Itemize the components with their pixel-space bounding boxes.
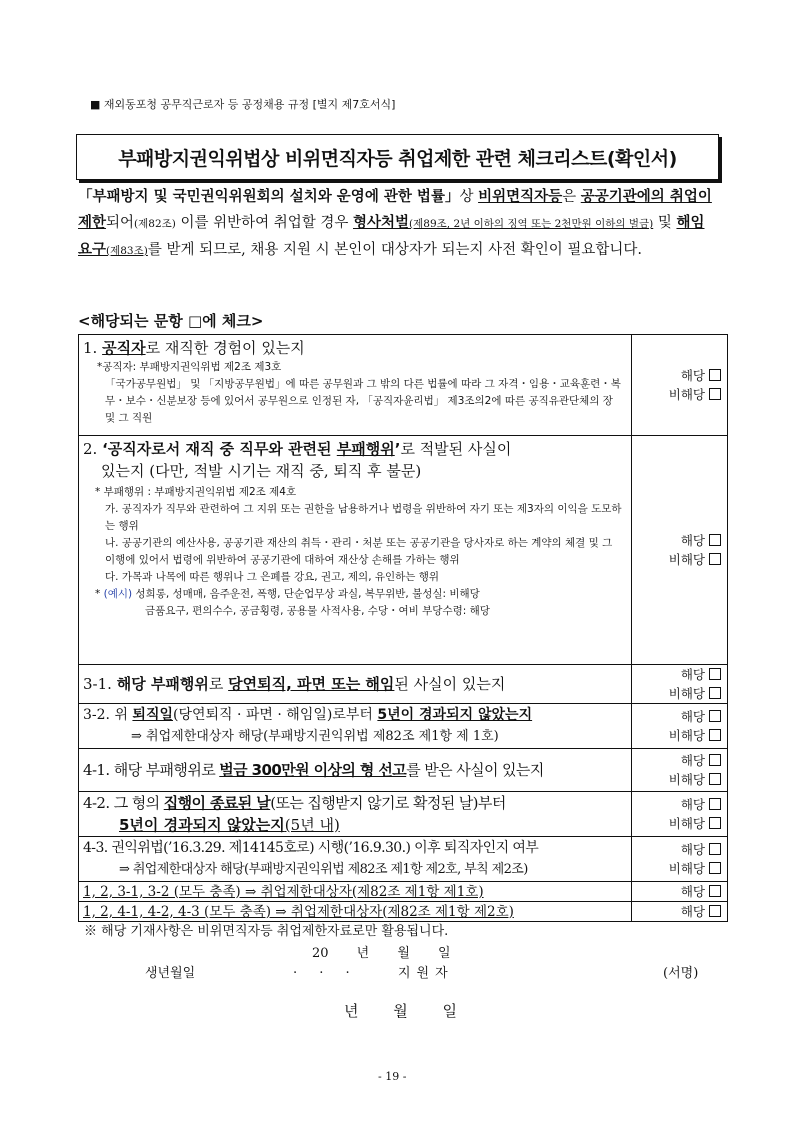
summary-1-options (632, 882, 728, 902)
intro-key-term: 비위면직자등 (478, 189, 563, 205)
intro-article: (제82조) (134, 218, 176, 230)
q2-example-text2: 금품요구, 편의수수, 공금횡령, 공용물 사적사용, 수당・여비 부당수령: 해당 (145, 605, 490, 617)
q31-text-end: 된 사실이 있는지 (394, 675, 506, 693)
q43-line2: ⇒ 취업제한대상자 해당(부패방지권익위법 제82조 제1항 제2호, 부칙 제2조) (119, 862, 528, 877)
birthdate-field[interactable]: . . . (293, 962, 350, 977)
question-2-row (79, 436, 728, 665)
q42-key-years: 5년이 경과되지 않았는지 (119, 816, 285, 834)
intro-dismissal: 해임요구 (78, 215, 705, 258)
q43-options (632, 837, 728, 882)
q2-no-checkbox[interactable] (709, 553, 721, 565)
section-heading: <해당되는 문항 □에 체크> (78, 312, 264, 330)
q42-options (632, 792, 728, 837)
intro-text: 를 받게 되므로, 채용 지원 시 본인이 대상자가 되는지 사전 확인이 필요합니다. (147, 242, 642, 258)
summary-1-yes-checkbox[interactable] (709, 885, 721, 897)
checklist-table (78, 334, 728, 922)
option-yes-label: 해당 (680, 884, 705, 899)
q43-line1: 4-3. 권익위법(’16.3.29. 제14145호로) 시행(’16.9.30.) 이후 퇴직자인지 여부 (83, 840, 539, 856)
q42-years-note: (5년 내) (284, 816, 340, 834)
intro-article: (제83조) (106, 245, 148, 257)
q2-example-text: 성희롱, 성매매, 음주운전, 폭행, 단순업무상 과실, 복무위반, 불성실: 비해당 (132, 588, 480, 600)
q32-no-checkbox[interactable] (709, 729, 721, 741)
q1-no-checkbox[interactable] (709, 388, 721, 400)
q43-yes-checkbox[interactable] (709, 843, 721, 855)
q2-note-a: 가. 공직자가 직무와 관련하여 그 지위 또는 권한을 남용하거나 법령을 위반하여 자기 또는 제3자의 이익을 도모하는 행위 (105, 503, 622, 532)
q2-example-prefix: * (95, 588, 104, 600)
q31-options (632, 665, 728, 704)
q43-no-checkbox[interactable] (709, 862, 721, 874)
q32-options (632, 704, 728, 749)
birthdate-label: 생년월일 (145, 966, 196, 981)
signature-field[interactable]: (서명) (663, 966, 699, 981)
q42-text: (또는 집행받지 않기로 확정된 날)부터 (270, 794, 506, 812)
q31-yes-checkbox[interactable] (709, 668, 721, 680)
date-line: 20 년 월 일 (312, 946, 451, 961)
q2-example-label: (예시) (103, 588, 133, 600)
q32-number: 3-2. 위 (83, 707, 133, 723)
q2-note-b: 나. 공공기관의 예산사용, 공공기관 재산의 취득・관리・처분 또는 공공기관을 당사자로 하는 계약의 체결 및 그 이행에 있어서 법령에 위반하여 공공기관에 대하여 재산상 손해를 가하는 행위 (105, 537, 613, 566)
q2-key: ‘공직자로서 재직 중 직무와 관련된 (102, 440, 337, 458)
applicant-label: 지원자 (398, 966, 454, 981)
q32-yes-checkbox[interactable] (709, 710, 721, 722)
summary-row-1 (79, 882, 728, 902)
q1-note-body: 「국가공무원법」 및 「지방공무원법」에 따른 공무원과 그 밖의 다른 법률에 따라 그 자격・임용・교육훈련・복무・보수・신분보장 등에 있어서 공무원으로 인정된 자, 「공직자윤리법」 제3조의2에 따른 공직유관단체의 장 및 그 직원 (105, 378, 621, 424)
option-no-label: 비해당 (668, 861, 705, 876)
document-title-box (76, 134, 719, 180)
option-no-label: 비해당 (668, 387, 705, 402)
intro-text: 이를 위반하여 취업할 경우 (175, 215, 353, 231)
intro-paragraph (78, 184, 718, 264)
intro-article: (제89조, 2년 이하의 징역 또는 2천만원 이하의 벌금) (409, 218, 654, 230)
intro-restriction: 공공기관에의 취업이 제한 (78, 189, 712, 231)
q41-yes-checkbox[interactable] (709, 754, 721, 766)
intro-text: 은 (562, 189, 581, 205)
q1-yes-checkbox[interactable] (709, 369, 721, 381)
intro-penalty: 형사처벌 (353, 215, 410, 231)
summary-1-text: 1, 2, 3-1, 3-2 (모두 충족) ⇒ 취업제한대상자(제82조 제1항 제1호) (83, 883, 484, 900)
date-line-2: 년 월 일 (344, 1002, 458, 1020)
q1-text: 로 재직한 경험이 있는지 (145, 339, 305, 357)
q42-key-date: 집행이 종료된 날 (163, 794, 271, 812)
q41-no-checkbox[interactable] (709, 773, 721, 785)
document-title: 부패방지권익위법상 비위면직자등 취업제한 관련 체크리스트(확인서) (118, 147, 677, 170)
q2-number: 2. (83, 440, 103, 458)
option-yes-label: 해당 (680, 753, 705, 768)
summary-row-2 (79, 902, 728, 922)
q32-line2: ⇒ 취업제한대상자 해당(부패방지권익위법 제82조 제1항 제 1호) (131, 729, 499, 744)
option-yes-label: 해당 (680, 797, 705, 812)
question-4-1-row (79, 749, 728, 792)
q31-text: 로 (208, 675, 229, 693)
intro-text: 상 (459, 189, 479, 205)
option-yes-label: 해당 (680, 904, 705, 919)
q2-note-c: 다. 가목과 나목에 따른 행위나 그 은폐를 강요, 권고, 제의, 유인하는 행위 (105, 571, 440, 583)
page-number: - 19 - (378, 1070, 407, 1083)
q41-text: 해당 부패행위로 (113, 761, 220, 779)
question-3-2-row (79, 704, 728, 749)
q31-no-checkbox[interactable] (709, 687, 721, 699)
question-4-2-row (79, 792, 728, 837)
q31-number: 3-1. (83, 675, 117, 693)
question-4-3-row (79, 837, 728, 882)
q2-text: 로 적발된 사실이 (400, 440, 512, 458)
q42-no-checkbox[interactable] (709, 817, 721, 829)
option-no-label: 비해당 (668, 686, 705, 701)
summary-2-options (632, 902, 728, 922)
q31-key: 해당 부패행위 (116, 675, 209, 693)
question-3-1-row (79, 665, 728, 704)
q2-key-corruption: 부패행위 (336, 440, 395, 458)
q2-yes-checkbox[interactable] (709, 534, 721, 546)
option-no-label: 비해당 (668, 816, 705, 831)
q31-key-dismissal: 당연퇴직, 파면 또는 해임 (228, 675, 395, 693)
q32-key-date: 퇴직일 (132, 707, 173, 723)
option-yes-label: 해당 (680, 842, 705, 857)
q32-text: (당연퇴직 · 파면 · 해임일)로부터 (173, 707, 378, 723)
q2-options (632, 436, 728, 665)
question-1-row (79, 335, 728, 436)
q2-key-quote: ’ (394, 440, 401, 458)
option-yes-label: 해당 (680, 667, 705, 682)
usage-note: ※ 해당 기재사항은 비위면직자등 취업제한자료로만 활용됩니다. (84, 924, 449, 939)
intro-text: 및 (653, 215, 677, 231)
q41-text-end: 를 받은 사실이 있는지 (406, 761, 544, 779)
option-no-label: 비해당 (668, 552, 705, 567)
option-yes-label: 해당 (680, 533, 705, 548)
q1-note-title: *공직자: 부패방지권익위법 제2조 제3호 (97, 361, 282, 373)
q42-number: 4-2. 그 형의 (83, 794, 164, 812)
q1-number: 1. (83, 339, 103, 357)
q41-number: 4-1. (83, 761, 114, 779)
intro-law-name: 「부패방지 및 국민권익위원회의 설치와 운영에 관한 법률」 (78, 189, 460, 205)
option-no-label: 비해당 (668, 728, 705, 743)
q1-key: 공직자 (102, 339, 146, 357)
option-yes-label: 해당 (680, 709, 705, 724)
q41-options (632, 749, 728, 792)
summary-2-text: 1, 2, 4-1, 4-2, 4-3 (모두 충족) ⇒ 취업제한대상자(제82조 제1항 제2호) (83, 903, 514, 920)
q2-text-line2: 있는지 (다만, 적발 시기는 재직 중, 퇴직 후 불문) (101, 462, 422, 480)
q42-yes-checkbox[interactable] (709, 798, 721, 810)
q41-key-fine: 벌금 300만원 이상의 형 선고 (219, 761, 407, 779)
option-no-label: 비해당 (668, 772, 705, 787)
q1-options (632, 335, 728, 436)
summary-2-yes-checkbox[interactable] (709, 905, 721, 917)
form-header-note: ■ 재외동포청 공무직근로자 등 공정채용 규정 [별지 제7호서식] (90, 98, 396, 111)
intro-text: 되어 (106, 215, 135, 231)
q2-note-title: * 부패행위 : 부패방지권익위법 제2조 제4호 (95, 486, 297, 498)
option-yes-label: 해당 (680, 368, 705, 383)
q32-key-years: 5년이 경과되지 않았는지 (377, 707, 533, 723)
